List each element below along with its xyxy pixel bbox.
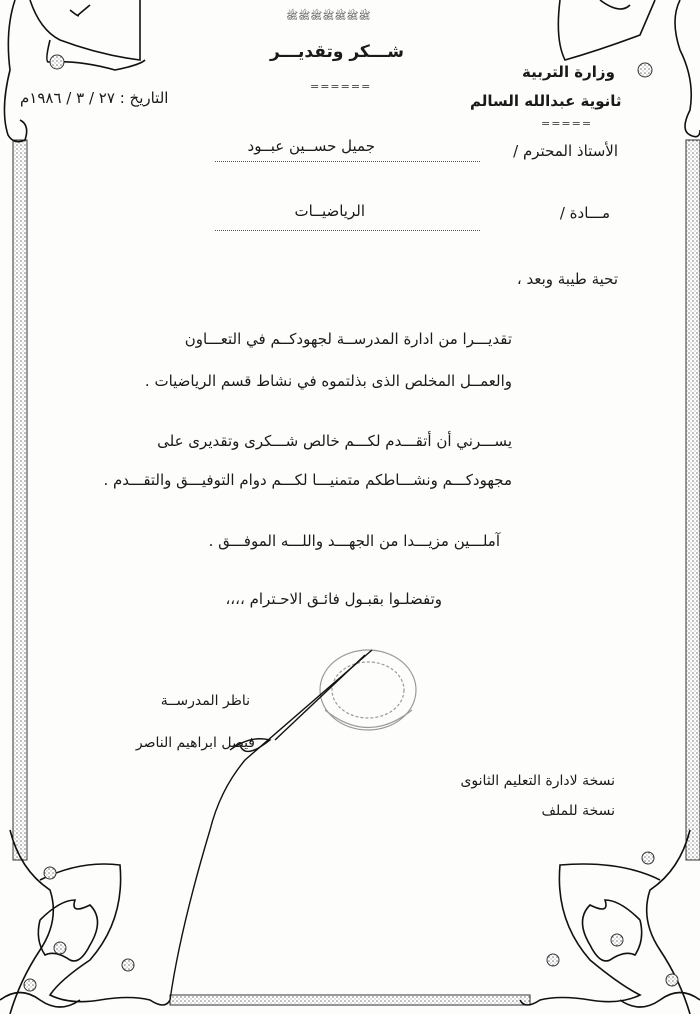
closing-line: وتفضلـوا بقبـول فائـق الاحـترام ،،،، — [225, 590, 442, 608]
signature-name: فيصل ابراهيم الناصر — [135, 735, 255, 751]
paragraph2-line2: مجهودكـــم ونشـــاطكم متمنيـــا لكـــم دوام التوفيـــق والتقـــدم . — [103, 471, 512, 489]
subject-dotted-line — [215, 230, 480, 231]
wish-line: آملـــين مزيـــدا من الجهـــد واللـــه الموفـــق . — [208, 532, 500, 550]
signature-title: ناظر المدرســة — [160, 693, 250, 709]
title-underline: ====== — [310, 80, 372, 93]
copy-to-secondary-education: نسخة لادارة التعليم الثانوى — [460, 773, 615, 789]
school-underline: ===== — [541, 117, 593, 130]
paragraph1-line1: تقديـــرا من ادارة المدرســة لجهودكــم في التعـــاون — [184, 330, 512, 348]
date-line — [20, 89, 168, 107]
subject-label: مـــادة / — [559, 204, 610, 222]
school-name: ثانوية عبدالله السالم — [470, 92, 622, 110]
date-label: التاريخ : — [119, 89, 169, 107]
recipient-dotted-line — [215, 161, 480, 162]
document-title: شـــكر وتقديـــر — [270, 42, 404, 62]
ministry-name: وزارة التربية — [522, 63, 615, 81]
subject-value: الرياضيــات — [294, 202, 365, 220]
date-value: ٢٧ / ٣ / ١٩٨٦م — [20, 89, 115, 107]
recipient-name: جميل حســين عبــود — [247, 137, 375, 155]
official-stamp — [320, 650, 416, 730]
greeting: تحية طيبة وبعد ، — [516, 270, 618, 288]
recipient-label: الأستاذ المحترم / — [513, 142, 618, 160]
paragraph1-line2: والعمــل المخلص الذى بذلتموه في نشاط قسم الرياضيات . — [144, 372, 512, 390]
copy-to-file: نسخة للملف — [541, 803, 615, 819]
top-ornament: ﷺﷺﷺﷺﷺﷺﷺ — [286, 11, 371, 22]
paragraph2-line1: يســـرني أن أتقـــدم لكـــم خالص شـــكرى وتقديرى على — [157, 432, 512, 450]
